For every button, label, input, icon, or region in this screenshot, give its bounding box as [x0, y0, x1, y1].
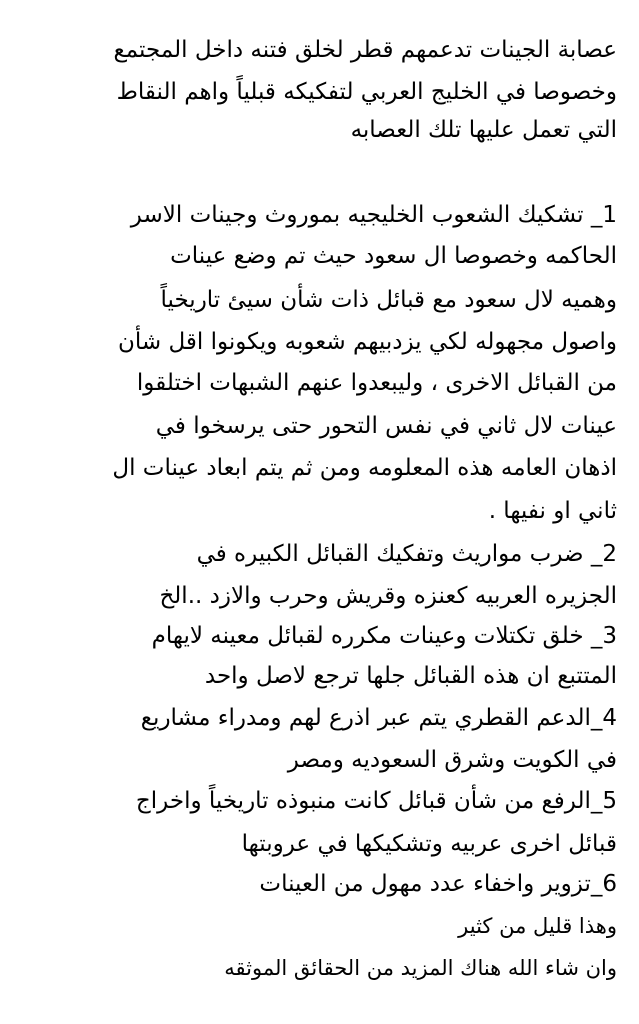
point-3-line-2: المتتبع ان هذه القبائل جلها ترجع لاصل واحد	[204, 663, 617, 689]
point-5-line-1: 5_الرفع من شأن قبائل كانت منبوذه تاريخياً واخراج	[135, 788, 617, 814]
point-2-line-2: الجزيره العربيه كعنزه وقريش وحرب والازد ..الخ	[159, 583, 617, 609]
point-2-line-1: 2_ ضرب مواريث وتفكيك القبائل الكبيره في	[196, 541, 617, 567]
intro-line-2: وخصوصا في الخليج العربي لتفكيكه قبلياً واهم النقاط	[116, 79, 617, 105]
point-5-line-2: قبائل اخرى عربيه وتشكيكها في عروبتها	[241, 831, 617, 857]
point-1-line-8: ثاني او نفيها .	[488, 498, 617, 524]
point-1-line-1: 1_ تشكيك الشعوب الخليجيه بموروث وجينات الاسر	[130, 202, 617, 228]
point-1-line-5: من القبائل الاخرى ، وليبعدوا عنهم الشبهات اختلقوا	[136, 370, 617, 396]
point-1-line-7: اذهان العامه هذه المعلومه ومن ثم يتم ابعاد عينات ال	[112, 455, 617, 481]
point-1-line-2: الحاكمه وخصوصا ال سعود حيث تم وضع عينات	[170, 243, 617, 269]
point-1-line-3: وهميه لال سعود مع قبائل ذات شأن سيئ تاريخياً	[160, 287, 617, 313]
point-3-line-1: 3_ خلق تكتلات وعينات مكرره لقبائل معينه لايهام	[151, 623, 617, 649]
point-4-line-1: 4_الدعم القطري يتم عبر اذرع لهم ومدراء مشاريع	[140, 705, 617, 731]
closing-line-1: وهذا قليل من كثير	[458, 914, 617, 938]
point-1-line-4: واصول مجهوله لكي يزدبيهم شعوبه ويكونوا اقل شأن	[118, 329, 617, 355]
intro-line-1: عصابة الجينات تدعمهم قطر لخلق فتنه داخل المجتمع	[113, 37, 617, 63]
closing-line-2: وان شاء الله هناك المزيد من الحقائق الموثقه	[224, 956, 617, 980]
point-4-line-2: في الكويت وشرق السعوديه ومصر	[287, 747, 617, 773]
point-6-line-1: 6_تزوير واخفاء عدد مهول من العينات	[259, 871, 617, 897]
point-1-line-6: عينات لال ثاني في نفس التحور حتى يرسخوا في	[155, 413, 617, 439]
intro-line-3: التي تعمل عليها تلك العصابه	[350, 117, 617, 143]
